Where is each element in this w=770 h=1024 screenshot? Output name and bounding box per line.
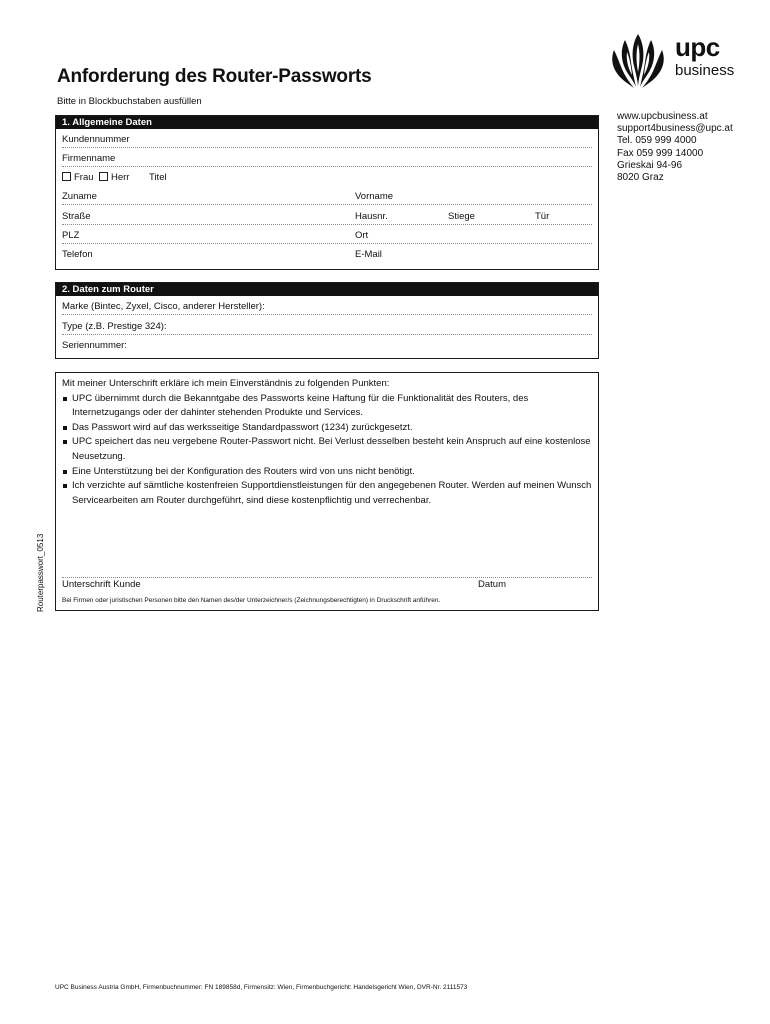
bullet-icon: [63, 484, 67, 488]
label-zuname: Zuname: [62, 191, 97, 202]
page-subtitle: Bitte in Blockbuchstaben ausfüllen: [57, 96, 202, 107]
field-name-row[interactable]: [62, 190, 592, 205]
label-seriennummer: Seriennummer:: [62, 340, 127, 351]
label-firmenname: Firmenname: [62, 153, 116, 164]
label-ort: Ort: [355, 230, 369, 241]
field-kundennummer[interactable]: [62, 133, 592, 148]
consent-item: [62, 392, 592, 421]
label-plz: PLZ: [62, 230, 80, 241]
bullet-icon: [63, 440, 67, 444]
consent-item-text: UPC übernimmt durch die Bekanntgabe des Passworts keine Haftung für die Funktionalität des Routers, des Internetzugangs oder der dahinter stehenden Produkte und Services.: [72, 392, 529, 419]
label-kundennummer: Kundennummer: [62, 134, 130, 145]
option-herr[interactable]: [99, 172, 129, 183]
signature-field[interactable]: [62, 577, 592, 578]
contact-street: Grieskai 94-96: [617, 159, 683, 171]
label-type: Type (z.B. Prestige 324):: [62, 321, 167, 332]
contact-block: [617, 111, 733, 184]
legal-footer: UPC Business Austria GmbH, Firmenbuchnummer: FN 189858d, Firmensitz: Wien, Firmenbuchgericht: Handelsgericht Wien, DVR-Nr. 2111573: [55, 984, 468, 991]
checkbox-frau[interactable]: [62, 172, 71, 181]
consent-item-text: UPC speichert das neu vergebene Router-Passwort nicht. Bei Verlust desselben besteht kein Anspruch auf eine kostenlose Neusetzung.: [72, 436, 591, 462]
field-anrede: [62, 171, 592, 185]
label-stiege: Stiege: [448, 211, 475, 222]
consent-item-text: Ich verzichte auf sämtliche kostenfreien Supportdienstleistungen für den angegebenen Router. Werden auf meinen Wunsch Servicearbeiten am Router durchgeführt, sind diese kostenpflichtig und verrechenbar.: [72, 480, 592, 506]
consent-item-text: Eine Unterstützung bei der Konfiguration des Routers wird von uns nicht benötigt.: [72, 465, 415, 477]
field-contact-row[interactable]: [62, 248, 592, 262]
checkbox-herr[interactable]: [99, 172, 108, 181]
consent-item: [62, 421, 592, 436]
label-signature: Unterschrift Kunde: [62, 579, 141, 590]
section-general-heading: 1. Allgemeine Daten: [56, 116, 598, 129]
label-hausnr: Hausnr.: [355, 211, 388, 222]
contact-phone: Tel. 059 999 4000: [617, 135, 697, 147]
label-date: Datum: [478, 579, 506, 590]
logo-text-business: business: [675, 62, 735, 79]
upc-business-logo: [607, 32, 747, 90]
logo-text-upc: upc: [675, 32, 720, 62]
option-frau[interactable]: [62, 172, 94, 183]
form-code: Routerpasswort_0513: [36, 533, 45, 612]
contact-fax: Fax 059 999 14000: [617, 147, 704, 159]
section-consent: [55, 372, 599, 611]
consent-item: [62, 465, 592, 480]
bullet-icon: [63, 397, 67, 401]
field-seriennummer[interactable]: [62, 339, 592, 353]
contact-website: www.upcbusiness.at: [617, 111, 708, 122]
consent-item: [62, 435, 592, 464]
field-location-row[interactable]: [62, 229, 592, 244]
field-firmenname[interactable]: [62, 152, 592, 167]
bullet-icon: [63, 470, 67, 474]
consent-item: [62, 479, 592, 508]
label-vorname: Vorname: [355, 191, 394, 202]
label-titel: Titel: [149, 172, 167, 183]
consent-terms: [62, 377, 592, 508]
section-general-data: [55, 115, 599, 270]
field-marke[interactable]: [62, 300, 592, 315]
upc-tulip-logo-icon: [607, 32, 669, 90]
consent-list: [62, 392, 592, 509]
page-title: Anforderung des Router-Passworts: [57, 66, 372, 87]
bullet-icon: [63, 426, 67, 430]
label-marke: Marke (Bintec, Zyxel, Cisco, anderer Hersteller):: [62, 301, 265, 312]
label-tuer: Tür: [535, 211, 550, 222]
label-email: E-Mail: [355, 249, 382, 260]
label-strasse: Straße: [62, 211, 91, 222]
signature-note: Bei Firmen oder juristischen Personen bitte den Namen des/der Unterzeichner/s (Zeichnungsberechtigten) in Druckschrift anführen.: [62, 597, 441, 604]
contact-email: support4business@upc.at: [617, 123, 733, 135]
label-frau: Frau: [74, 172, 94, 183]
label-herr: Herr: [111, 172, 130, 183]
field-address-row[interactable]: [62, 210, 592, 225]
section-router-data: [55, 282, 599, 359]
label-telefon: Telefon: [62, 249, 93, 260]
consent-item-text: Das Passwort wird auf das werksseitige Standardpasswort (1234) zurückgesetzt.: [72, 421, 413, 433]
contact-city: 8020 Graz: [617, 172, 664, 184]
section-router-heading: 2. Daten zum Router: [56, 283, 598, 296]
consent-intro: Mit meiner Unterschrift erkläre ich mein Einverständnis zu folgenden Punkten:: [62, 378, 390, 389]
field-type[interactable]: [62, 320, 592, 335]
